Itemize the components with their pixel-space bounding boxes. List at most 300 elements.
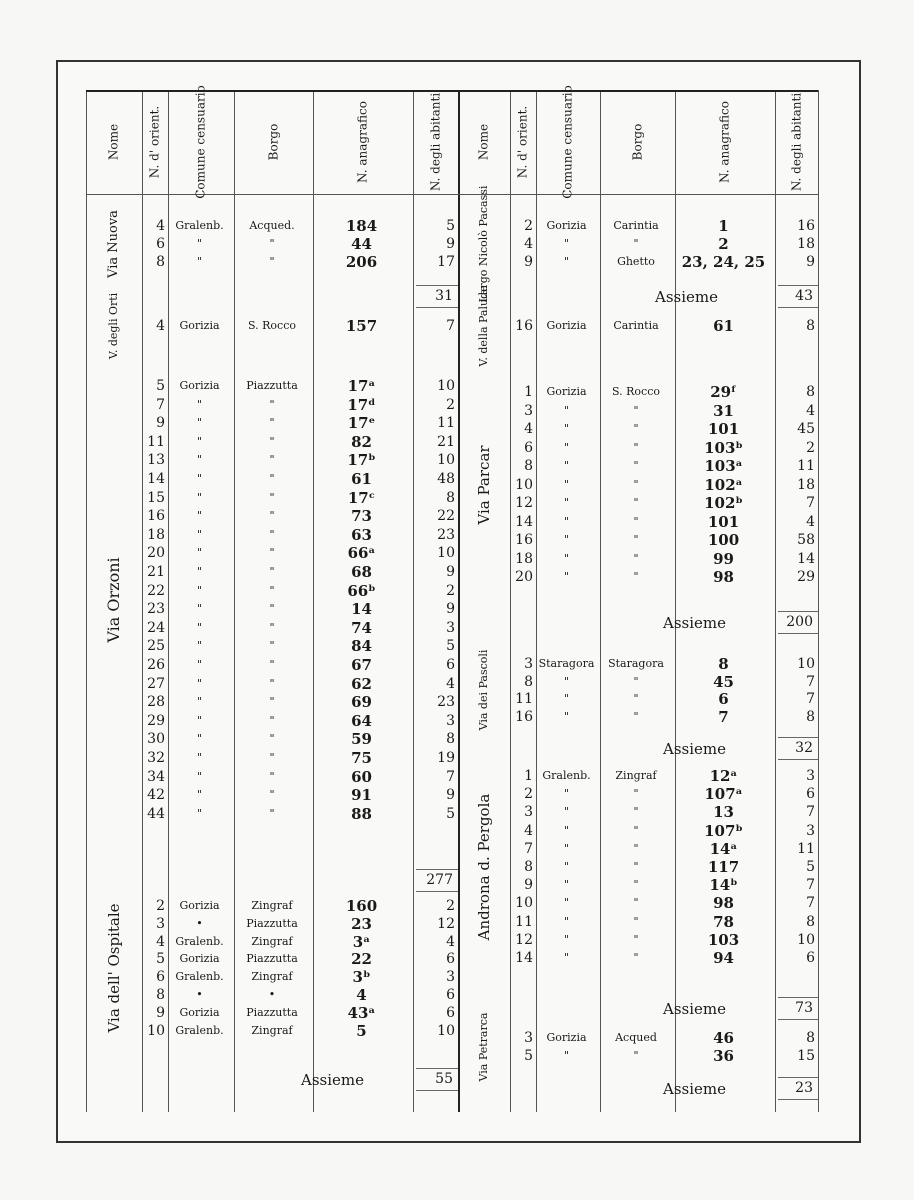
borgo-cell: " [633,805,639,819]
header-comune-right: Comune censuario [560,85,575,199]
anagr-number-cell: 1 [718,217,729,235]
borgo-cell: " [633,459,639,472]
comune-cell: Gorizia [546,319,587,332]
header-orient-left: N. d' orient. [147,105,162,179]
orient-number-cell: 9 [524,254,533,270]
borgo-cell: Piazzutta [246,379,298,392]
comune-cell: Gorizia [546,1031,587,1044]
comune-cell: " [563,533,570,546]
orient-number-cell: 12 [515,931,533,948]
assieme-label: Assieme [663,614,727,632]
comune-cell: Gorizia [546,219,587,232]
borgo-cell: " [269,788,275,802]
borgo-cell: Zingraf [251,899,293,912]
comune-cell: " [196,490,203,504]
comune-cell: Gralenb. [542,769,591,782]
anagr-number-cell: 69 [351,693,372,712]
abitanti-count-cell: 7 [446,318,455,334]
comune-cell: Gralenb. [175,934,224,948]
group-total: 32 [795,740,813,756]
borgo-cell: " [269,620,275,634]
comune-cell: " [196,806,203,820]
orient-number-cell: 8 [156,987,165,1003]
anagr-number-cell: 102ᵇ [704,494,743,512]
comune-cell: " [196,434,203,448]
anagr-number-cell: 103ᵇ [704,438,743,457]
anagr-number-cell: 17ᵃ [347,377,376,395]
orient-number-cell: 23 [147,601,165,618]
borgo-cell: " [633,440,639,454]
comune-cell: " [563,570,570,583]
group-total: 23 [795,1080,813,1096]
abitanti-count-cell: 48 [437,471,455,487]
anagr-number-cell: 44 [351,235,372,253]
borgo-cell: " [269,713,275,727]
anagr-number-cell: 7 [718,707,729,726]
street-name: Androna d. Pergola [475,793,493,941]
borgo-cell: " [269,255,275,268]
comune-cell: " [196,546,203,560]
orient-number-cell: 11 [515,913,533,930]
anagr-number-cell: 78 [713,912,734,931]
comune-cell: " [563,403,570,417]
borgo-cell: " [269,639,275,653]
anagr-number-cell: 22 [351,950,372,969]
orient-number-cell: 44 [147,805,165,822]
orient-number-cell: 32 [147,750,165,766]
borgo-cell: " [269,676,275,690]
abitanti-count-cell: 2 [446,898,455,914]
group-total: 277 [426,872,453,888]
anagr-number-cell: 73 [351,507,372,526]
borgo-cell: " [633,709,639,723]
group-total: 31 [435,288,453,304]
comune-cell: " [196,769,203,783]
orient-number-cell: 9 [524,877,533,894]
comune-cell: " [196,255,203,268]
anagr-number-cell: 100 [707,531,740,549]
abitanti-count-cell: 3 [806,768,815,784]
borgo-cell: " [633,823,639,837]
comune-cell: " [563,823,570,837]
abitanti-count-cell: 3 [806,822,815,839]
orient-number-cell: 6 [156,969,165,986]
abitanti-count-cell: 10 [437,1022,455,1039]
abitanti-count-cell: 10 [797,656,815,672]
comune-cell: " [196,527,203,541]
borgo-cell: " [633,477,639,491]
comune-cell: " [563,237,570,250]
comune-cell: " [196,416,203,430]
column-rule [86,90,87,1112]
orient-number-cell: 6 [524,439,533,456]
header-nome-right: Nome [476,123,491,161]
group-total: 200 [786,614,813,630]
anagr-number-cell: 68 [351,563,372,581]
orient-number-cell: 3 [524,1030,533,1046]
street-name: Via Parcar [475,444,493,525]
abitanti-count-cell: 2 [806,439,815,456]
anagr-number-cell: 2 [718,235,729,253]
orient-number-cell: 18 [515,550,533,567]
orient-number-cell: 29 [147,712,165,729]
abitanti-count-cell: 3 [446,969,455,986]
comune-cell: " [563,914,570,928]
abitanti-count-cell: 21 [437,433,455,450]
abitanti-count-cell: 4 [446,675,455,692]
orient-number-cell: 11 [515,691,533,708]
anagr-number-cell: 157 [345,317,378,335]
abitanti-count-cell: 8 [806,1030,815,1046]
borgo-cell: " [269,472,275,485]
abitanti-count-cell: 5 [446,805,455,822]
abitanti-count-cell: 5 [446,638,455,655]
orient-number-cell: 5 [524,1048,533,1064]
borgo-cell: " [633,951,639,964]
anagr-number-cell: 4 [356,986,367,1004]
abitanti-count-cell: 4 [806,402,815,419]
anagr-number-cell: 17ᵇ [347,451,376,470]
borgo-cell: " [633,422,639,435]
orient-number-cell: 14 [515,950,533,966]
comune-cell: " [563,709,570,723]
comune-cell: " [196,695,203,709]
comune-cell: • [196,916,203,930]
borgo-cell: " [633,692,639,706]
comune-cell: " [196,788,203,802]
borgo-cell: Zingraf [251,1023,293,1037]
orient-number-cell: 11 [147,433,165,450]
abitanti-count-cell: 9 [446,787,455,804]
abitanti-count-cell: 9 [446,564,455,580]
borgo-cell: " [633,932,639,946]
abitanti-count-cell: 10 [797,931,815,948]
header-borgo-right: Borgo [630,123,644,161]
street-name: Largo Nicolò Pacassi [477,185,490,303]
comune-cell: " [563,496,570,509]
anagr-number-cell: 67 [351,656,372,674]
borgo-cell: Zingraf [251,970,293,984]
comune-cell: " [196,732,203,746]
header-comune-left: Comune censuario [193,85,208,199]
orient-number-cell: 4 [524,236,533,252]
anagr-number-cell: 62 [351,674,372,693]
abitanti-count-cell: 7 [806,804,815,821]
borgo-cell: " [633,1049,639,1062]
abitanti-count-cell: 4 [806,513,815,530]
abitanti-count-cell: 23 [437,694,455,711]
abitanti-count-cell: 18 [797,236,815,252]
orient-number-cell: 15 [147,489,165,506]
abitanti-count-cell: 7 [806,691,815,708]
abitanti-count-cell: 6 [806,950,815,966]
borgo-cell: " [269,583,275,597]
abitanti-count-cell: 22 [437,508,455,525]
anagr-number-cell: 60 [351,767,372,786]
comune-cell: " [563,878,570,892]
header-abitanti-right: N. degli abitanti [789,92,803,192]
abitanti-count-cell: 2 [446,396,455,413]
group-total: 55 [435,1071,453,1087]
abitanti-count-cell: 14 [797,550,815,567]
comune-cell: " [196,639,203,653]
abitanti-count-cell: 3 [446,619,455,636]
comune-cell: " [563,674,570,688]
abitanti-count-cell: 7 [806,495,815,511]
header-orient-right: N. d' orient. [515,105,530,179]
abitanti-count-cell: 9 [806,254,815,270]
anagr-number-cell: 61 [713,317,734,335]
orient-number-cell: 26 [147,657,165,673]
abitanti-count-cell: 19 [437,750,455,766]
anagr-number-cell: 75 [351,749,372,767]
anagr-number-cell: 101 [707,512,740,531]
borgo-cell: " [269,565,275,578]
orient-number-cell: 5 [156,951,165,968]
borgo-cell: " [633,787,639,801]
comune-cell: " [563,422,570,435]
comune-cell: Gorizia [179,899,220,912]
anagr-number-cell: 101 [707,420,740,438]
comune-cell: • [196,988,203,1001]
comune-cell: " [563,255,570,268]
orient-number-cell: 4 [524,421,533,437]
anagr-number-cell: 29ᶠ [710,383,737,401]
anagr-number-cell: 82 [351,432,372,451]
abitanti-count-cell: 8 [446,489,455,506]
orient-number-cell: 16 [515,708,533,725]
anagr-number-cell: 63 [351,525,372,544]
borgo-cell: Piazzutta [246,916,298,930]
assieme-label: Assieme [663,740,727,758]
orient-number-cell: 21 [147,564,165,580]
borgo-cell: " [269,509,275,523]
anagr-number-cell: 103 [707,930,740,949]
borgo-cell: " [633,860,639,873]
anagr-number-cell: 23, 24, 25 [681,253,766,271]
anagr-number-cell: 17ᶜ [347,488,376,507]
abitanti-count-cell: 8 [446,731,455,748]
borgo-cell: " [269,695,275,709]
orient-number-cell: 8 [524,859,533,875]
orient-number-cell: 3 [156,915,165,932]
orient-number-cell: 7 [524,840,533,857]
anagr-number-cell: 98 [713,568,734,586]
abitanti-count-cell: 29 [797,569,815,585]
orient-number-cell: 3 [524,402,533,419]
comune-cell: " [196,509,203,523]
anagr-number-cell: 206 [345,253,378,271]
comune-cell: " [196,602,203,616]
borgo-cell: " [269,658,275,671]
comune-cell: " [563,951,570,964]
orient-number-cell: 1 [524,768,533,784]
street-name: Via Petrarca [477,1012,490,1082]
orient-number-cell: 4 [156,933,165,950]
abitanti-count-cell: 18 [797,476,815,493]
orient-number-cell: 2 [156,898,165,914]
borgo-cell: " [269,546,275,560]
borgo-cell: " [633,403,639,417]
borgo-cell: " [633,914,639,928]
orient-number-cell: 3 [524,804,533,821]
comune-cell: " [563,805,570,819]
borgo-cell: " [633,533,639,546]
abitanti-count-cell: 8 [806,318,815,334]
group-total: 43 [795,288,813,304]
orient-number-cell: 5 [156,378,165,394]
comune-cell: " [563,551,570,565]
street-name: Via dell' Ospitale [105,903,123,1033]
orient-number-cell: 18 [147,526,165,543]
comune-cell: Gorizia [179,952,220,966]
comune-cell: " [196,583,203,597]
abitanti-count-cell: 9 [446,601,455,618]
abitanti-count-cell: 2 [446,582,455,599]
comune-cell: Gorizia [179,379,220,392]
abitanti-count-cell: 15 [797,1048,815,1064]
borgo-cell: Carintia [613,219,659,232]
orient-number-cell: 9 [156,1004,165,1021]
borgo-cell: Staragora [608,657,664,670]
comune-cell: Gorizia [546,385,587,398]
borgo-cell: " [269,806,275,820]
comune-cell: " [196,658,203,671]
borgo-cell: " [269,434,275,448]
header-abitanti-left: N. degli abitanti [428,92,442,192]
anagr-number-cell: 84 [351,637,372,656]
abitanti-count-cell: 8 [806,708,815,725]
anagr-number-cell: 59 [351,730,372,749]
borgo-cell: " [269,237,275,250]
orient-number-cell: 8 [524,458,533,474]
orient-number-cell: 2 [524,786,533,803]
borgo-cell: " [269,751,275,764]
comune-cell: " [563,477,570,491]
comune-cell: " [563,896,570,910]
assieme-label: Assieme [655,288,719,306]
abitanti-count-cell: 17 [437,254,455,270]
comune-cell: Gorizia [179,1005,220,1019]
borgo-cell: " [633,878,639,892]
orient-number-cell: 25 [147,638,165,655]
orient-number-cell: 10 [515,476,533,493]
borgo-cell: Piazzutta [246,952,298,966]
borgo-cell: Carintia [613,319,659,332]
borgo-cell: " [633,514,639,528]
anagr-number-cell: 160 [345,897,378,915]
abitanti-count-cell: 10 [437,378,455,394]
borgo-cell: " [269,416,275,430]
abitanti-count-cell: 8 [806,913,815,930]
abitanti-count-cell: 6 [446,657,455,673]
column-rule [458,90,460,1112]
anagr-number-cell: 23 [351,914,372,933]
comune-cell: " [196,676,203,690]
orient-number-cell: 16 [515,318,533,334]
abitanti-count-cell: 23 [437,526,455,543]
abitanti-count-cell: 7 [806,673,815,690]
orient-number-cell: 20 [515,569,533,585]
street-name: Via dei Pascoli [477,649,490,731]
anagr-number-cell: 184 [345,217,378,235]
anagr-number-cell: 14ᵃ [709,839,738,858]
abitanti-count-cell: 10 [437,545,455,562]
abitanti-count-cell: 11 [797,458,815,474]
comune-cell: Gralenb. [175,970,224,984]
comune-cell: " [196,620,203,634]
orient-number-cell: 8 [524,673,533,690]
borgo-cell: S. Rocco [248,319,296,332]
orient-number-cell: 34 [147,768,165,785]
abitanti-count-cell: 4 [446,933,455,950]
comune-cell: " [563,932,570,946]
header-anagr-left: N. anagrafico [355,101,370,183]
abitanti-count-cell: 8 [806,384,815,400]
abitanti-count-cell: 11 [797,840,815,857]
abitanti-count-cell: 9 [446,236,455,252]
borgo-cell: Acqued [615,1031,657,1044]
borgo-cell: " [269,397,275,411]
comune-cell: " [563,459,570,472]
borgo-cell: • [268,988,276,1001]
anagr-number-cell: 117 [707,858,740,876]
borgo-cell: " [269,769,275,783]
orient-number-cell: 16 [147,508,165,525]
anagr-number-cell: 64 [351,711,372,730]
orient-number-cell: 14 [515,513,533,530]
comune-cell: " [196,397,203,411]
orient-number-cell: 14 [147,471,165,487]
abitanti-count-cell: 3 [446,712,455,729]
comune-cell: " [196,565,203,578]
anagr-number-cell: 17ᵈ [347,395,376,414]
abitanti-count-cell: 16 [797,218,815,234]
anagr-number-cell: 94 [713,949,734,967]
orient-number-cell: 2 [524,218,533,234]
anagr-number-cell: 99 [713,549,734,568]
anagr-number-cell: 66ᵇ [347,581,376,600]
comune-cell: Gralenb. [175,1023,224,1037]
anagr-number-cell: 74 [351,618,372,637]
orient-number-cell: 13 [147,452,165,469]
orient-number-cell: 10 [515,895,533,912]
anagr-number-cell: 46 [713,1029,734,1047]
anagr-number-cell: 107ᵇ [704,821,743,840]
orient-number-cell: 24 [147,619,165,636]
anagr-number-cell: 3ᵇ [352,968,371,987]
borgo-cell: " [269,602,275,616]
orient-number-cell: 22 [147,582,165,599]
street-name: V. degli Orti [107,292,120,360]
orient-number-cell: 42 [147,787,165,804]
anagr-number-cell: 6 [718,690,729,709]
borgo-cell: " [633,496,639,509]
assieme-label: Assieme [663,1080,727,1098]
abitanti-count-cell: 10 [437,452,455,469]
orient-number-cell: 8 [156,254,165,270]
orient-number-cell: 28 [147,694,165,711]
assieme-label: Assieme [301,1071,365,1089]
abitanti-count-cell: 6 [806,786,815,803]
anagr-number-cell: 43ᵃ [347,1003,376,1022]
orient-number-cell: 4 [156,218,165,234]
abitanti-count-cell: 6 [446,951,455,968]
abitanti-count-cell: 12 [437,915,455,932]
comune-cell: " [196,237,203,250]
comune-cell: " [196,453,203,467]
comune-cell: Gralenb. [175,219,224,232]
